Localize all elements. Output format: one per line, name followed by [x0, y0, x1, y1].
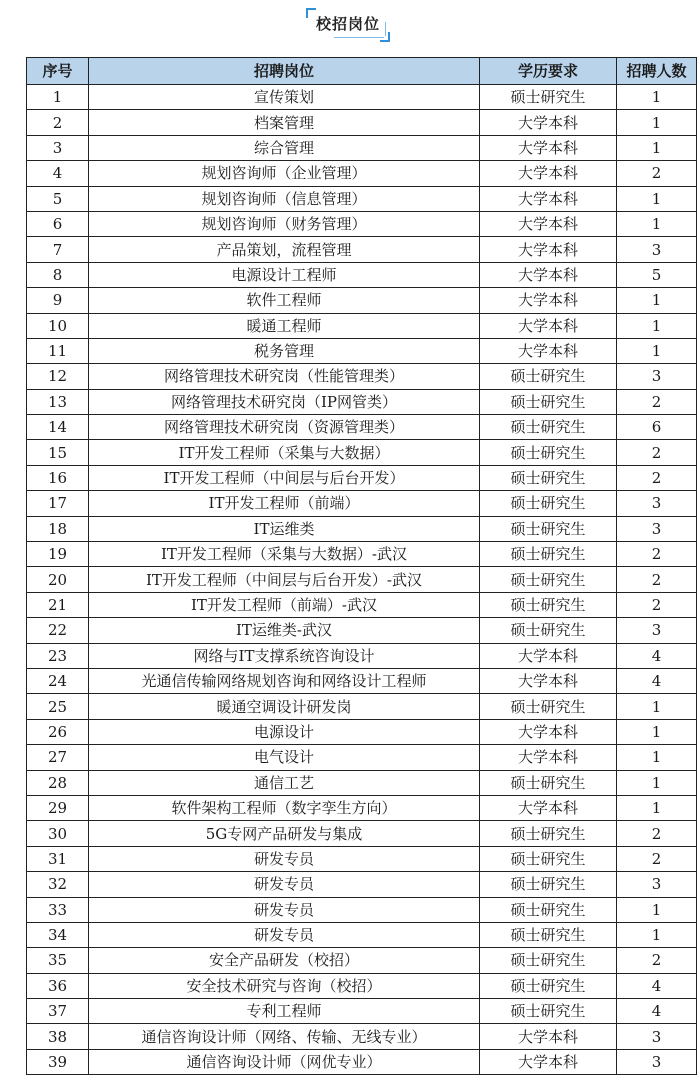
table-row [27, 516, 697, 541]
cell-education: 硕士研究生 [480, 440, 617, 465]
cell-education: 大学本科 [480, 1049, 617, 1074]
cell-position: 综合管理 [89, 135, 480, 160]
cell-index: 34 [27, 922, 89, 947]
cell-position: 软件架构工程师（数字孪生方向） [89, 795, 480, 820]
cell-education: 大学本科 [480, 288, 617, 313]
cell-headcount: 1 [617, 897, 697, 922]
cell-education: 硕士研究生 [480, 897, 617, 922]
cell-headcount: 4 [617, 973, 697, 998]
cell-headcount: 1 [617, 770, 697, 795]
table-row [27, 1024, 697, 1049]
cell-position: 网络管理技术研究岗（性能管理类） [89, 364, 480, 389]
table-row [27, 567, 697, 592]
cell-education: 大学本科 [480, 110, 617, 135]
table-row [27, 465, 697, 490]
cell-headcount: 3 [617, 618, 697, 643]
cell-position: 档案管理 [89, 110, 480, 135]
title-line-decoration [334, 37, 384, 38]
cell-education: 硕士研究生 [480, 542, 617, 567]
table-row [27, 897, 697, 922]
cell-education: 硕士研究生 [480, 389, 617, 414]
cell-headcount: 2 [617, 567, 697, 592]
cell-position: IT开发工程师（采集与大数据） [89, 440, 480, 465]
cell-position: 通信咨询设计师（网优专业） [89, 1049, 480, 1074]
cell-index: 18 [27, 516, 89, 541]
cell-index: 24 [27, 668, 89, 693]
table-row [27, 770, 697, 795]
cell-headcount: 1 [617, 922, 697, 947]
table-row [27, 1049, 697, 1074]
cell-headcount: 6 [617, 415, 697, 440]
cell-education: 硕士研究生 [480, 821, 617, 846]
cell-position: IT运维类 [89, 516, 480, 541]
cell-index: 15 [27, 440, 89, 465]
cell-headcount: 1 [617, 85, 697, 110]
cell-headcount: 3 [617, 237, 697, 262]
cell-position: 电源设计工程师 [89, 262, 480, 287]
table-row [27, 364, 697, 389]
cell-education: 大学本科 [480, 643, 617, 668]
cell-headcount: 3 [617, 1024, 697, 1049]
cell-education: 硕士研究生 [480, 948, 617, 973]
cell-index: 14 [27, 415, 89, 440]
cell-index: 5 [27, 186, 89, 211]
cell-position: 暖通工程师 [89, 313, 480, 338]
cell-position: IT开发工程师（采集与大数据）-武汉 [89, 542, 480, 567]
cell-education: 硕士研究生 [480, 465, 617, 490]
cell-education: 大学本科 [480, 161, 617, 186]
table-row [27, 491, 697, 516]
cell-index: 39 [27, 1049, 89, 1074]
cell-index: 2 [27, 110, 89, 135]
cell-index: 11 [27, 338, 89, 363]
cell-position: 光通信传输网络规划咨询和网络设计工程师 [89, 668, 480, 693]
cell-index: 12 [27, 364, 89, 389]
cell-education: 硕士研究生 [480, 999, 617, 1024]
recruitment-table-container [26, 57, 687, 1075]
cell-education: 硕士研究生 [480, 592, 617, 617]
table-row [27, 618, 697, 643]
table-row [27, 338, 697, 363]
table-row [27, 846, 697, 871]
cell-education: 硕士研究生 [480, 567, 617, 592]
header-position: 招聘岗位 [89, 58, 480, 85]
cell-index: 30 [27, 821, 89, 846]
cell-education: 硕士研究生 [480, 618, 617, 643]
cell-position: 研发专员 [89, 846, 480, 871]
table-row [27, 135, 697, 160]
table-row [27, 694, 697, 719]
cell-headcount: 1 [617, 719, 697, 744]
cell-education: 硕士研究生 [480, 364, 617, 389]
cell-headcount: 1 [617, 313, 697, 338]
cell-headcount: 4 [617, 999, 697, 1024]
cell-headcount: 2 [617, 948, 697, 973]
table-row [27, 668, 697, 693]
cell-index: 8 [27, 262, 89, 287]
cell-index: 20 [27, 567, 89, 592]
table-row [27, 313, 697, 338]
cell-headcount: 4 [617, 643, 697, 668]
cell-education: 硕士研究生 [480, 415, 617, 440]
cell-headcount: 2 [617, 440, 697, 465]
table-row [27, 948, 697, 973]
cell-position: 通信咨询设计师（网络、传输、无线专业） [89, 1024, 480, 1049]
cell-index: 32 [27, 872, 89, 897]
cell-index: 6 [27, 211, 89, 236]
cell-index: 19 [27, 542, 89, 567]
cell-headcount: 1 [617, 795, 697, 820]
cell-position: 安全技术研究与咨询（校招） [89, 973, 480, 998]
cell-education: 大学本科 [480, 211, 617, 236]
cell-index: 21 [27, 592, 89, 617]
cell-index: 3 [27, 135, 89, 160]
cell-headcount: 1 [617, 288, 697, 313]
cell-index: 17 [27, 491, 89, 516]
cell-education: 硕士研究生 [480, 694, 617, 719]
cell-headcount: 3 [617, 364, 697, 389]
table-row [27, 973, 697, 998]
header-headcount: 招聘人数 [617, 58, 697, 85]
cell-education: 大学本科 [480, 1024, 617, 1049]
cell-education: 硕士研究生 [480, 922, 617, 947]
cell-headcount: 1 [617, 135, 697, 160]
cell-headcount: 1 [617, 338, 697, 363]
cell-position: IT运维类-武汉 [89, 618, 480, 643]
cell-position: 通信工艺 [89, 770, 480, 795]
cell-index: 36 [27, 973, 89, 998]
table-row [27, 262, 697, 287]
cell-index: 16 [27, 465, 89, 490]
table-row [27, 872, 697, 897]
table-header-row [27, 58, 697, 85]
cell-headcount: 5 [617, 262, 697, 287]
cell-education: 硕士研究生 [480, 846, 617, 871]
cell-index: 35 [27, 948, 89, 973]
recruitment-table [26, 57, 697, 1075]
cell-position: IT开发工程师（中间层与后台开发）-武汉 [89, 567, 480, 592]
table-row [27, 161, 697, 186]
cell-index: 9 [27, 288, 89, 313]
table-row [27, 542, 697, 567]
cell-position: IT开发工程师（前端）-武汉 [89, 592, 480, 617]
cell-headcount: 1 [617, 186, 697, 211]
cell-headcount: 1 [617, 745, 697, 770]
table-row [27, 85, 697, 110]
cell-index: 7 [27, 237, 89, 262]
header-index: 序号 [27, 58, 89, 85]
table-row [27, 389, 697, 414]
cell-index: 23 [27, 643, 89, 668]
cell-position: IT开发工程师（中间层与后台开发） [89, 465, 480, 490]
cell-index: 13 [27, 389, 89, 414]
cell-position: 产品策划，流程管理 [89, 237, 480, 262]
cell-headcount: 1 [617, 211, 697, 236]
cell-index: 25 [27, 694, 89, 719]
cell-position: 网络管理技术研究岗（资源管理类） [89, 415, 480, 440]
cell-position: 宣传策划 [89, 85, 480, 110]
cell-education: 大学本科 [480, 668, 617, 693]
cell-headcount: 3 [617, 491, 697, 516]
cell-position: 网络管理技术研究岗（IP网管类） [89, 389, 480, 414]
cell-position: 网络与IT支撑系统咨询设计 [89, 643, 480, 668]
cell-position: 规划咨询师（信息管理） [89, 186, 480, 211]
table-row [27, 211, 697, 236]
cell-index: 37 [27, 999, 89, 1024]
cell-position: 电气设计 [89, 745, 480, 770]
cell-education: 硕士研究生 [480, 770, 617, 795]
cell-index: 4 [27, 161, 89, 186]
cell-education: 硕士研究生 [480, 491, 617, 516]
cell-headcount: 1 [617, 110, 697, 135]
cell-position: 研发专员 [89, 922, 480, 947]
cell-headcount: 3 [617, 1049, 697, 1074]
cell-index: 26 [27, 719, 89, 744]
header-education: 学历要求 [480, 58, 617, 85]
cell-headcount: 2 [617, 389, 697, 414]
cell-education: 硕士研究生 [480, 872, 617, 897]
section-title [306, 8, 390, 42]
cell-index: 31 [27, 846, 89, 871]
cell-education: 大学本科 [480, 313, 617, 338]
cell-education: 大学本科 [480, 745, 617, 770]
cell-index: 33 [27, 897, 89, 922]
cell-headcount: 2 [617, 821, 697, 846]
table-body [27, 85, 697, 1075]
cell-headcount: 3 [617, 516, 697, 541]
cell-education: 大学本科 [480, 262, 617, 287]
cell-education: 硕士研究生 [480, 516, 617, 541]
table-row [27, 288, 697, 313]
cell-education: 大学本科 [480, 719, 617, 744]
table-row [27, 440, 697, 465]
cell-headcount: 2 [617, 846, 697, 871]
cell-position: 规划咨询师（财务管理） [89, 211, 480, 236]
cell-education: 大学本科 [480, 186, 617, 211]
table-row [27, 745, 697, 770]
cell-position: 软件工程师 [89, 288, 480, 313]
table-row [27, 110, 697, 135]
cell-headcount: 4 [617, 668, 697, 693]
table-row [27, 415, 697, 440]
cell-position: 研发专员 [89, 897, 480, 922]
table-row [27, 719, 697, 744]
table-row [27, 643, 697, 668]
table-row [27, 999, 697, 1024]
cell-position: 电源设计 [89, 719, 480, 744]
cell-index: 22 [27, 618, 89, 643]
cell-index: 10 [27, 313, 89, 338]
page-title: 校招岗位 [315, 15, 380, 33]
cell-index: 28 [27, 770, 89, 795]
cell-position: 5G专网产品研发与集成 [89, 821, 480, 846]
cell-position: 专利工程师 [89, 999, 480, 1024]
table-row [27, 922, 697, 947]
table-row [27, 186, 697, 211]
cell-education: 硕士研究生 [480, 973, 617, 998]
cell-index: 27 [27, 745, 89, 770]
cell-education: 大学本科 [480, 795, 617, 820]
cell-headcount: 2 [617, 161, 697, 186]
cell-headcount: 1 [617, 694, 697, 719]
table-row [27, 795, 697, 820]
cell-education: 大学本科 [480, 338, 617, 363]
table-row [27, 821, 697, 846]
cell-education: 大学本科 [480, 237, 617, 262]
cell-headcount: 2 [617, 465, 697, 490]
cell-index: 38 [27, 1024, 89, 1049]
cell-headcount: 2 [617, 592, 697, 617]
cell-headcount: 2 [617, 542, 697, 567]
cell-position: 研发专员 [89, 872, 480, 897]
cell-headcount: 3 [617, 872, 697, 897]
cell-position: 安全产品研发（校招） [89, 948, 480, 973]
cell-index: 1 [27, 85, 89, 110]
cell-position: 暖通空调设计研发岗 [89, 694, 480, 719]
cell-position: 规划咨询师（企业管理） [89, 161, 480, 186]
cell-position: IT开发工程师（前端） [89, 491, 480, 516]
cell-education: 大学本科 [480, 135, 617, 160]
cell-index: 29 [27, 795, 89, 820]
cell-position: 税务管理 [89, 338, 480, 363]
table-row [27, 237, 697, 262]
table-row [27, 592, 697, 617]
cell-education: 硕士研究生 [480, 85, 617, 110]
